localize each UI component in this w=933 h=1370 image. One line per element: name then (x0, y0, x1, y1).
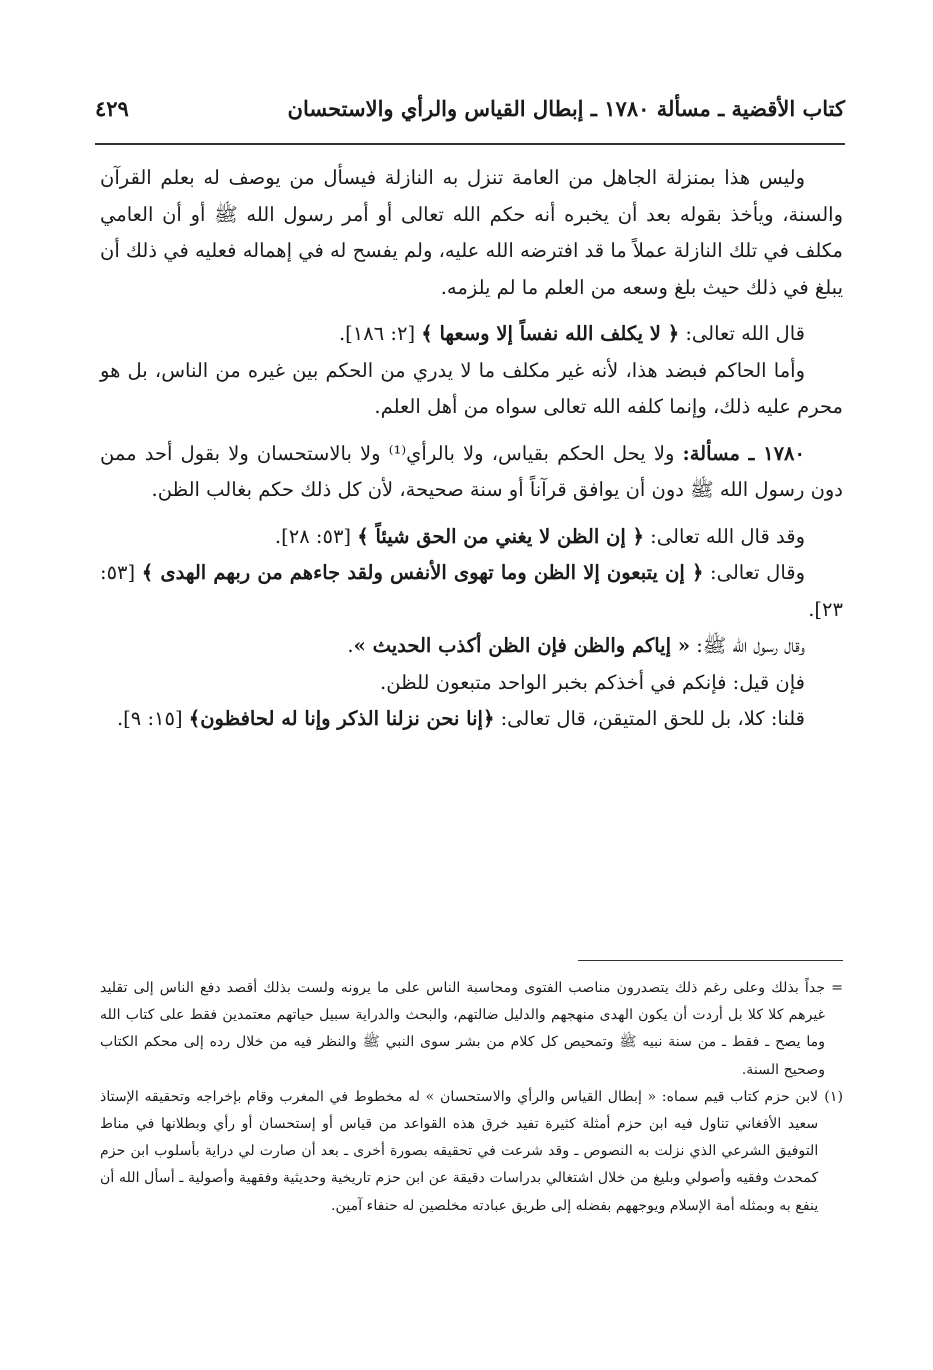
issue-number: ١٧٨٠ ـ مسألة: (682, 441, 805, 465)
page-number: ٤٢٩ (95, 95, 129, 121)
quote-intro: وقال تعالى: (703, 561, 805, 584)
quote-intro: قال الله تعالى: (679, 322, 805, 345)
quran-quote-paragraph (100, 701, 843, 738)
quran-verse: ﴿إنا نحن نزلنا الذكر وإنا له لحافظون﴾ (188, 707, 495, 730)
quran-quote-paragraph (100, 316, 843, 353)
footnote-continuation (100, 975, 843, 1084)
quran-verse: ﴿ إن يتبعون إلا الظن وما تهوى الأنفس ولقد جاءهم من ربهم الهدى ﴾ (141, 561, 704, 584)
quote-intro: وقد قال الله تعالى: (643, 524, 805, 548)
quran-verse: ﴿ لا يكلف الله نفساً إلا وسعها ﴾ (421, 322, 680, 345)
continuation-marker: = (831, 980, 843, 996)
footnote-1 (100, 1084, 843, 1220)
quran-quote-paragraph (100, 555, 843, 628)
footnotes (100, 975, 843, 1220)
verse-reference: [٥٣: ٢٨]. (274, 524, 358, 548)
header-rule (95, 143, 845, 145)
verse-reference: [٢: ١٨٦]. (338, 322, 422, 345)
verse-reference: [٥٣: ٢٣]. (100, 561, 843, 621)
page-header (95, 88, 845, 128)
footnote-text: لابن حزم كتاب قيم سماه: « إبطال القياس والرأي والاستحسان » له مخطوط في المغرب وقام بإخراجه وتحقيقه الإستاذ سعيد الأفغاني تناول فيه ابن حزم أمثلة كثيرة تفيد خرق هذه القواعد من قياس أو إستحسان أو رأي وبطلانها في مناط التوفيق الشرعي الذي نزلت به النصوص ـ وقد شرعت في تحقيقه بصورة أخرى ـ بعد أن صارت لي دراية بأسلوب ابن حزم كمحدث وفقيه وأصولي وبليغ من خلال اشتغالي بدراسات دقيقة عن ابن حزم تاريخية وحديثية وفقهية وأصولية ـ أسأل الله أن ينفع به وبمثله أمة الإسلام ويوجههم بفضله إلى طريق عبادته مخلصين له حنفاء آمين. (100, 1088, 819, 1214)
footnote-marker: (١) (824, 1088, 843, 1105)
footnote-rule (578, 960, 843, 961)
issue-text: ولا يحل الحكم بقياس، ولا بالرأي⁽¹⁾ ولا بالاستحسان ولا بقول أحد ممن دون رسول الله ﷺ دون أن يوافق قرآناً أو سنة صحيحة، لأن كل ذلك حكم بغالب الظن. (100, 441, 843, 501)
quote-end: . (347, 634, 354, 657)
quote-intro: قلنا: كلا، بل للحق المتيقن، قال تعالى: (494, 707, 805, 730)
paragraph: وأما الحاكم فبضد هذا، لأنه غير مكلف ما لا يدري من الحكم بين غيره من الناس، بل هو محرم عليه ذلك، وإنما كلفه الله تعالى سواه من أهل العلم. (100, 358, 843, 418)
hadith-text: « إياكم والظن فإن الظن أكذب الحديث » (353, 634, 691, 657)
hadith-quote-paragraph (100, 628, 843, 665)
running-title: كتاب الأقضية ـ مسألة ١٧٨٠ ـ إبطال القياس والرأي والاستحسان (287, 95, 845, 121)
main-text (100, 160, 843, 738)
quran-verse: ﴿ إن الظن لا يغني من الحق شيئاً ﴾ (357, 524, 644, 548)
paragraph: فإن قيل: فإنكم في أخذكم بخبر الواحد متبعون للظن. (380, 670, 805, 694)
verse-reference: [١٥: ٩]. (116, 707, 189, 730)
quote-intro: وقال رسول الله ﷺ: (690, 634, 805, 657)
footnote-text: جداً بذلك وعلى رغم ذلك يتصدرون مناصب الفتوى ومحاسبة الناس على ما يرونه ولست بذلك أقصد دفع الناس إلى تقليد غيرهم كلا كلا بل أردت أن يكون الهدى منهجهم والدليل ضالتهم، والبحث والدراية سبيل حياتهم معتمدين فقط على كتاب الله وما يصح ـ فقط ـ من سنة نبيه ﷺ وتمحيص كل كلام من بشر سوى النبي ﷺ والنظر فيه من خلال رده إلى محكم الكتاب وصحيح السنة. (100, 980, 826, 1078)
paragraph: وليس هذا بمنزلة الجاهل من العامة تنزل به النازلة فيسأل من يوصف له بعلم القرآن والسنة، ويأخذ بقوله بعد أن يخبره أنه حكم الله تعالى أو أمر رسول الله ﷺ أو أن العامي مكلف في تلك النازلة عملاً ما قد افترضه الله عليه، ولم يفسح له في إهماله فعليه في ذلك أن يبلغ في ذلك حيث بلغ وسعه من العلم ما لم يلزمه. (100, 166, 843, 299)
quran-quote-paragraph (100, 519, 843, 556)
issue-paragraph (100, 436, 843, 509)
